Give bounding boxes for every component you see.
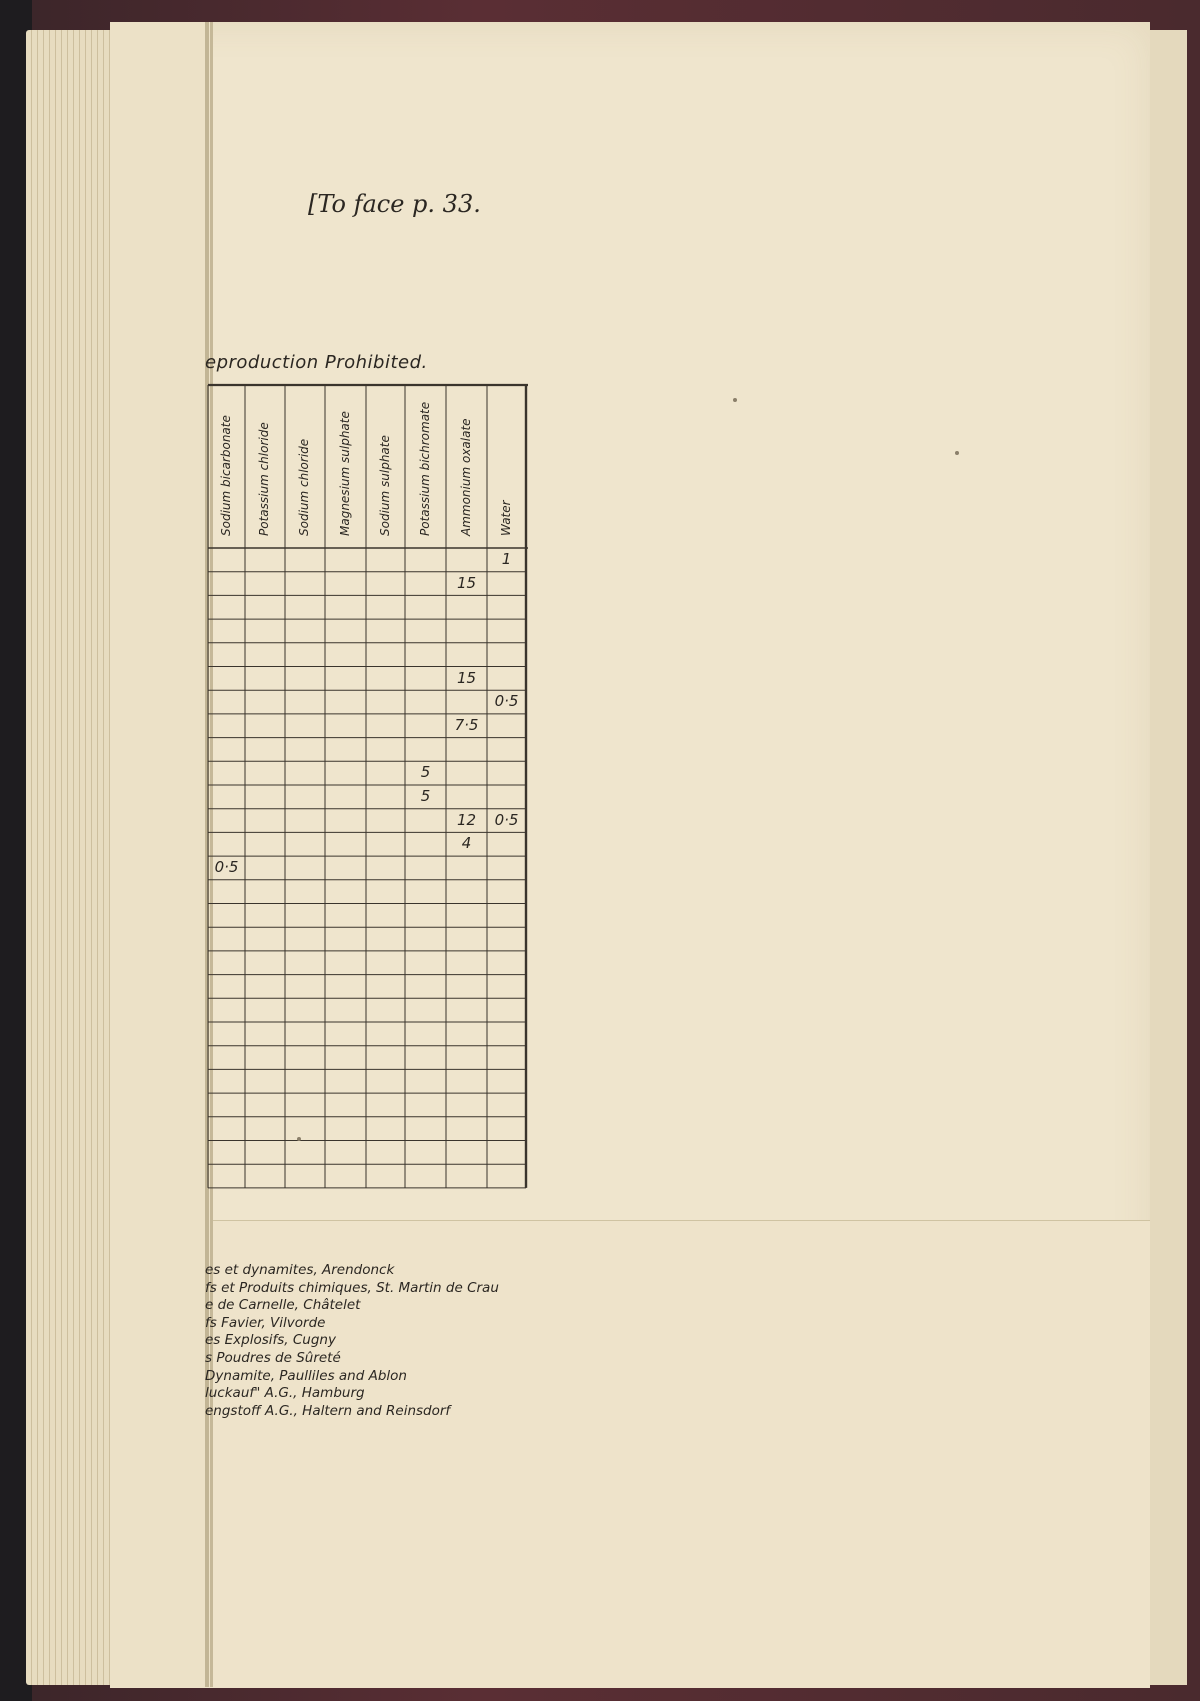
column-header: Potassium chloride [257,422,271,536]
column-header: Potassium bichromate [417,401,432,536]
table-cell: 5 [420,763,431,782]
table-cell: 0·5 [494,810,519,829]
column-header: Sodium chloride [297,438,311,536]
legend-item: fs Favier, Vilvorde [205,1314,326,1331]
legend-item: engstoff A.G., Haltern and Reinsdorf [205,1402,451,1419]
legend-item: fs et Produits chimiques, St. Martin de Crau [205,1279,499,1296]
table-cell: 1 [501,550,512,568]
table-cell: 15 [456,668,477,687]
legend-item: es et dynamites, Arendonck [205,1262,395,1278]
reproduction-notice: eproduction Prohibited. [205,352,428,373]
column-header: Magnesium sulphate [337,411,352,536]
table-cell: 5 [420,787,431,805]
table-cell: 0·5 [214,858,239,877]
paper-speck [955,451,959,455]
table-cell: 15 [456,573,477,592]
table-cell: 4 [461,834,472,853]
column-header: Ammonium oxalate [458,418,473,536]
manufacturer-legend [205,1262,499,1420]
table-cell: 12 [456,810,477,829]
paper-speck [733,398,737,402]
legend-item: luckauf" A.G., Hamburg [205,1385,365,1402]
table-cell: 0·5 [494,692,519,711]
paper-speck [297,1137,301,1141]
page-caption: [To face p. 33. [308,190,481,218]
legend-item: s Poudres de Sûreté [205,1349,341,1366]
column-header: Sodium sulphate [377,435,392,536]
table-cell: 7·5 [454,715,479,734]
legend-item: Dynamite, Paulliles and Ablon [205,1367,407,1384]
legend-item: e de Carnelle, Châtelet [205,1297,361,1314]
column-header: Water [498,500,513,536]
legend-item: es Explosifs, Cugny [205,1332,336,1349]
column-header: Sodium bicarbonate [218,415,233,536]
